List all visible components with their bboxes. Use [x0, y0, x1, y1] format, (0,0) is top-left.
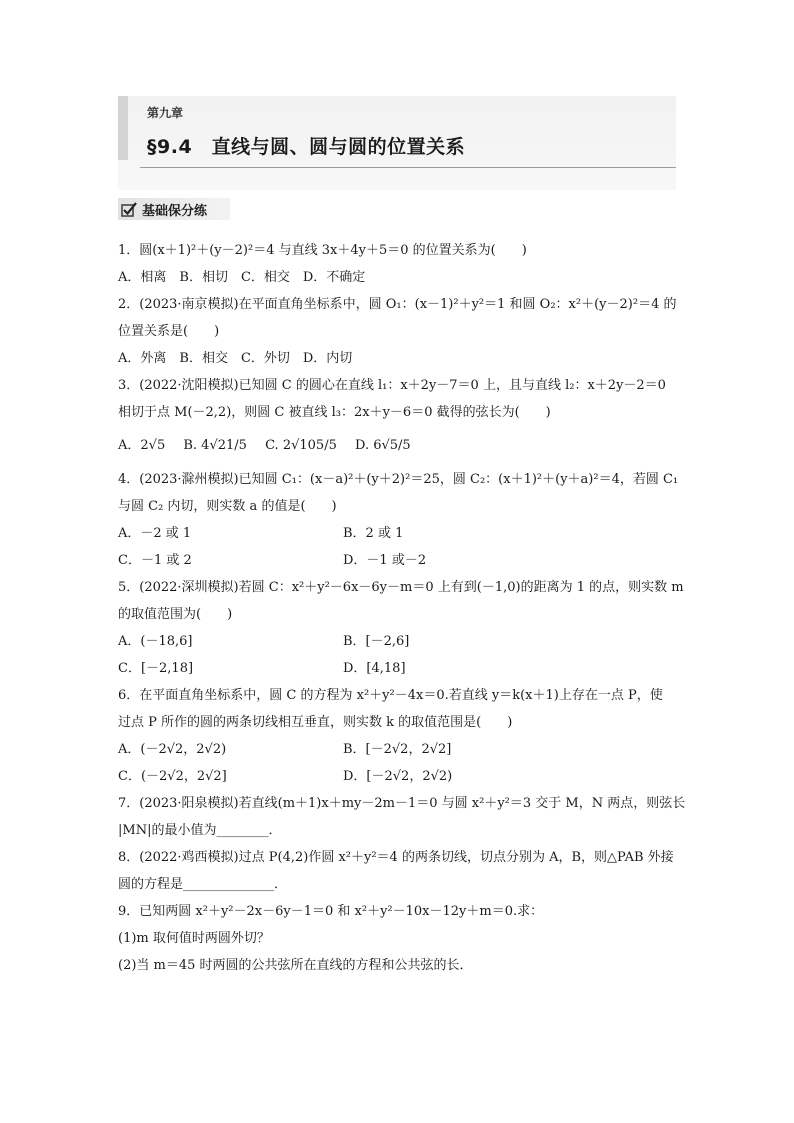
- problem-5-option-c: C．[－2,18]: [118, 661, 194, 676]
- problem-6-line1: 6．在平面直角坐标系中，圆 C 的方程为 x²＋y²－4x＝0.若直线 y＝k(x＋1)上存在一点 P，使: [118, 688, 663, 703]
- checkbox-check-icon: [120, 200, 138, 218]
- practice-tag-label: 基础保分练: [142, 203, 208, 219]
- problem-9-line2: (1)m 取何值时两圆外切？: [118, 931, 270, 946]
- problem-5-option-a: A．(－18,6]: [118, 634, 193, 649]
- problem-6-option-b: B．[－2√2，2√2]: [343, 742, 452, 757]
- problem-list: [118, 237, 686, 979]
- problem-5-options-row1: [118, 628, 678, 655]
- problem-5-option-d: D．[4,18]: [343, 661, 406, 676]
- problem-2-line2: 位置关系是( ): [118, 324, 220, 339]
- problem-4-option-a: A．－2 或 1: [118, 526, 192, 541]
- problem-4-option-d: D．－1 或－2: [343, 553, 427, 568]
- problem-5-option-b: B．[－2,6]: [343, 634, 410, 649]
- problem-9-line3: (2)当 m＝45 时两圆的公共弦所在直线的方程和公共弦的长．: [118, 958, 473, 973]
- problem-6-option-c: C．(－2√2，2√2]: [118, 769, 227, 784]
- problem-4-options-row1: [118, 520, 678, 547]
- problem-8-line1: 8．(2022·鸡西模拟)过点 P(4,2)作圆 x²＋y²＝4 的两条切线，切点分别为 A，B，则△PAB 外接: [118, 850, 674, 865]
- problem-7-line2: |MN|的最小值为________．: [118, 823, 282, 838]
- problem-8-line2: 圆的方程是______________．: [118, 877, 288, 892]
- problem-2-line1: 2．(2023·南京模拟)在平面直角坐标系中，圆 O₁：(x－1)²＋y²＝1 和圆 O₂：x²＋(y－2)²＝4 的: [118, 297, 677, 312]
- problem-5-line2: 的取值范围为( ): [118, 607, 233, 622]
- problem-2-options: A．外离 B．相交 C．外切 D．内切: [118, 351, 353, 366]
- section-divider: [140, 167, 676, 168]
- problem-6-options-row2: [118, 763, 678, 790]
- problem-5-line1: 5．(2022·深圳模拟)若圆 C：x²＋y²－6x－6y－m＝0 上有到(－1,0)的距离为 1 的点，则实数 m: [118, 580, 684, 595]
- practice-tag: [118, 198, 230, 220]
- problem-3-line2: 相切于点 M(－2,2)，则圆 C 被直线 l₃：2x＋y－6＝0 截得的弦长为( ): [118, 405, 551, 420]
- problem-5-options-row2: [118, 655, 678, 682]
- problem-1-options: A．相离 B．相切 C．相交 D．不确定: [118, 270, 366, 285]
- problem-4-line1: 4．(2023·滁州模拟)已知圆 C₁：(x－a)²＋(y＋2)²＝25，圆 C₂：(x＋1)²＋(y＋a)²＝4，若圆 C₁: [118, 472, 679, 487]
- problem-6-option-a: A．(－2√2，2√2): [118, 742, 227, 757]
- problem-6-option-d: D．[－2√2，2√2): [343, 769, 453, 784]
- problem-6-options-row1: [118, 736, 678, 763]
- problem-6-line2: 过点 P 所作的圆的两条切线相互垂直，则实数 k 的取值范围是( ): [118, 715, 513, 730]
- problem-7-line1: 7．(2023·阳泉模拟)若直线(m＋1)x＋my－2m－1＝0 与圆 x²＋y²＝3 交于 M，N 两点，则弦长: [118, 796, 686, 811]
- problem-4-options-row2: [118, 547, 678, 574]
- problem-1-stem: 1．圆(x＋1)²＋(y－2)²＝4 与直线 3x＋4y＋5＝0 的位置关系为( ): [118, 243, 527, 258]
- problem-9-line1: 9．已知两圆 x²＋y²－2x－6y－1＝0 和 x²＋y²－10x－12y＋m＝0.求：: [118, 904, 544, 919]
- section-title: §9.4 直线与圆、圆与圆的位置关系: [147, 136, 466, 158]
- chapter-header-accent-bar: [118, 96, 128, 160]
- problem-3-option-d: D. 6√5/5: [355, 438, 411, 453]
- problem-3-line1: 3．(2022·沈阳模拟)已知圆 C 的圆心在直线 l₁：x＋2y－7＝0 上，且与直线 l₂：x＋2y－2＝0: [118, 378, 666, 393]
- chapter-label: 第九章: [147, 106, 184, 120]
- problem-4-option-b: B．2 或 1: [343, 526, 404, 541]
- problem-4-option-c: C．－1 或 2: [118, 553, 192, 568]
- problem-3-option-c: C. 2√105/5: [265, 438, 337, 453]
- problem-3-option-b: B. 4√21/5: [183, 438, 247, 453]
- problem-3-options: [118, 426, 678, 466]
- problem-3-option-a: A．2√5: [118, 438, 166, 453]
- problem-4-line2: 与圆 C₂ 内切，则实数 a 的值是( ): [118, 499, 337, 514]
